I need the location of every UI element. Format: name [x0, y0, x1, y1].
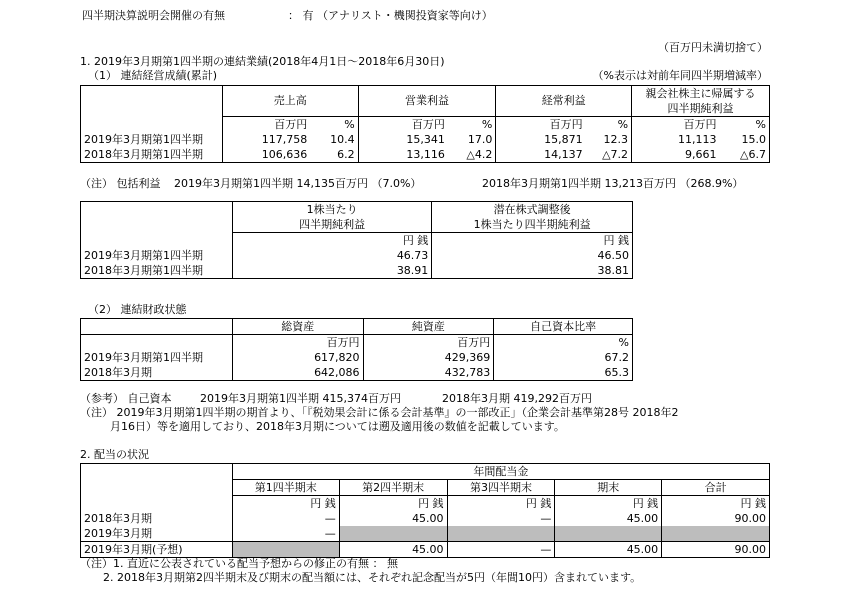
fin-header-total-assets: 総資産	[232, 319, 363, 335]
briefing-label: 四半期決算説明会開催の有無	[82, 9, 225, 22]
results-header-sales: 売上高	[222, 86, 358, 117]
eps-header-blank	[81, 202, 233, 233]
results-unit: 百万円	[549, 117, 583, 131]
section2-title: 2. 配当の状況	[80, 448, 149, 461]
cell-value: 12.3	[586, 132, 632, 147]
div-unit-blank	[81, 496, 233, 512]
div-unit: 円 銭	[339, 496, 447, 512]
sub1-note: （%表示は対前年同四半期増減率）	[592, 69, 768, 82]
cell-value: 65.3	[604, 365, 629, 379]
eps-header-4: 1株当たり四半期純利益	[432, 217, 633, 233]
table-row	[81, 248, 633, 263]
cell-value: 45.00	[339, 511, 447, 526]
cell-value: —	[232, 511, 339, 526]
results-unit-blank	[81, 117, 223, 133]
cell-value: △4.2	[448, 147, 496, 163]
table-row	[81, 526, 770, 542]
accounting-note-line2: 月16日）等を適用しており、2018年3月期については遡及適用後の数値を記載しています。	[110, 420, 565, 433]
cell-value: 14,137	[544, 147, 583, 161]
results-header-net-2: 四半期純利益	[632, 101, 770, 117]
results-header-operating: 営業利益	[358, 86, 496, 117]
cell-value: 46.50	[597, 248, 629, 262]
results-unit: %	[310, 117, 358, 133]
unit-note: （百万円未満切捨て）	[658, 41, 768, 54]
comprehensive-2018: 2018年3月期第1四半期 13,213百万円 （268.9%）	[482, 177, 744, 190]
equity-prefix: （参考） 自己資本	[80, 392, 172, 405]
row-label: 2018年3月期	[81, 365, 233, 381]
results-unit: %	[586, 117, 632, 133]
table-row	[81, 132, 770, 147]
results-unit: 百万円	[411, 117, 445, 131]
sub2-title: （2） 連結財政状態	[88, 303, 187, 316]
results-unit: 百万円	[683, 117, 717, 131]
results-table	[80, 85, 770, 163]
results-header-ordinary: 経常利益	[496, 86, 632, 117]
cell-value: 15,341	[406, 132, 445, 146]
cell-value: —	[447, 542, 555, 558]
div-group-header: 年間配当金	[232, 464, 769, 480]
accounting-note-line1: （注） 2019年3月期第1四半期の期首より、「『税効果会計に係る会計基準』の一部改正」（企業会計基準第28号 2018年2	[80, 406, 679, 419]
cell-value: 432,783	[363, 365, 494, 381]
row-label: 2018年3月期第1四半期	[81, 147, 223, 163]
cell-value: —	[447, 511, 555, 526]
eps-header-2: 四半期純利益	[232, 217, 431, 233]
fin-unit-blank	[81, 335, 233, 351]
shaded-cell	[555, 526, 662, 542]
cell-value: 90.00	[662, 542, 770, 558]
cell-value: 38.91	[232, 263, 431, 279]
row-label: 2018年3月期第1四半期	[81, 263, 233, 279]
cell-value: 10.4	[310, 132, 358, 147]
cell-value: 45.00	[339, 542, 447, 558]
cell-value: 9,661	[684, 147, 717, 161]
table-row	[81, 350, 633, 365]
cell-value: 46.73	[232, 248, 431, 263]
cell-value: 38.81	[597, 263, 629, 277]
div-unit: 円 銭	[555, 496, 662, 512]
div-header-total: 合計	[662, 480, 770, 496]
table-row	[81, 147, 770, 163]
results-unit: %	[448, 117, 496, 133]
cell-value: 617,820	[232, 350, 363, 365]
eps-header-1: 1株当たり	[232, 202, 431, 218]
cell-value: 67.2	[604, 350, 629, 364]
cell-value: 45.00	[555, 542, 662, 558]
cell-value: 106,636	[261, 147, 308, 161]
eps-unit: 円 銭	[232, 233, 431, 249]
equity-2018: 2018年3月期 419,292百万円	[442, 392, 592, 405]
results-header-net-1: 親会社株主に帰属する	[645, 86, 756, 100]
table-row	[81, 263, 633, 279]
fin-unit: %	[618, 335, 629, 349]
fin-unit: 百万円	[363, 335, 494, 351]
shaded-cell	[447, 526, 555, 542]
div-unit: 円 銭	[232, 496, 339, 512]
shaded-cell	[232, 542, 339, 558]
section1-title: 1. 2019年3月期第1四半期の連結業績(2018年4月1日～2018年6月30日)	[80, 55, 445, 68]
div-header-blank	[81, 464, 233, 496]
fin-header-equity-ratio: 自己資本比率	[494, 319, 633, 335]
row-label: 2019年3月期第1四半期	[81, 248, 233, 263]
shaded-cell	[339, 526, 447, 542]
cell-value: 642,086	[232, 365, 363, 381]
shaded-cell	[662, 526, 770, 542]
comprehensive-note-prefix: （注） 包括利益	[80, 177, 161, 190]
eps-table	[80, 201, 633, 279]
row-label: 2019年3月期第1四半期	[81, 350, 233, 365]
div-header-year-end: 期末	[555, 480, 662, 496]
div-unit: 円 銭	[447, 496, 555, 512]
cell-value: 11,113	[677, 132, 717, 146]
row-label: 2019年3月期第1四半期	[81, 132, 223, 147]
div-header-q3: 第3四半期末	[447, 480, 555, 496]
table-row	[81, 511, 770, 526]
div-header-q1: 第1四半期末	[232, 480, 339, 496]
cell-value: △7.2	[586, 147, 632, 163]
table-row	[81, 542, 770, 558]
cell-value: 117,758	[261, 132, 308, 146]
dividend-note-1: （注）1. 直近に公表されている配当予想からの修正の有無 ： 無	[80, 557, 398, 570]
eps-unit: 円 銭	[603, 233, 629, 247]
cell-value: 6.2	[310, 147, 358, 163]
cell-value: 429,369	[363, 350, 494, 365]
table-row	[81, 365, 633, 381]
results-unit: %	[755, 117, 766, 131]
briefing-value: ： 有 （アナリスト・機関投資家等向け）	[288, 9, 493, 22]
cell-value: —	[232, 526, 339, 542]
eps-unit-blank	[81, 233, 233, 249]
cell-value: 15,871	[544, 132, 583, 146]
results-unit: 百万円	[274, 117, 308, 131]
cell-value: 13,116	[406, 147, 445, 161]
sub1-title: （1） 連結経営成績(累計)	[88, 69, 218, 82]
div-header-q2: 第2四半期末	[339, 480, 447, 496]
equity-2019: 2019年3月期第1四半期 415,374百万円	[200, 392, 401, 405]
div-unit: 円 銭	[740, 496, 766, 510]
fin-unit: 百万円	[232, 335, 363, 351]
cell-value: 45.00	[555, 511, 662, 526]
row-label: 2018年3月期	[81, 511, 233, 526]
fin-header-net-assets: 純資産	[363, 319, 494, 335]
dividend-table	[80, 463, 770, 558]
cell-value: △6.7	[740, 147, 766, 161]
row-label: 2019年3月期	[81, 526, 233, 542]
cell-value: 17.0	[448, 132, 496, 147]
eps-header-3: 潜在株式調整後	[493, 202, 571, 216]
cell-value: 90.00	[734, 511, 766, 525]
cell-value: 15.0	[741, 132, 766, 146]
results-header-blank	[81, 86, 223, 117]
dividend-note-2: 2. 2018年3月期第2四半期末及び期末の配当額には、それぞれ記念配当が5円（年間10円）含まれています。	[103, 571, 642, 584]
fin-header-blank	[81, 319, 233, 335]
financial-table	[80, 318, 633, 381]
row-label: 2019年3月期(予想)	[81, 542, 233, 558]
comprehensive-2019: 2019年3月期第1四半期 14,135百万円 （7.0%）	[174, 177, 422, 190]
